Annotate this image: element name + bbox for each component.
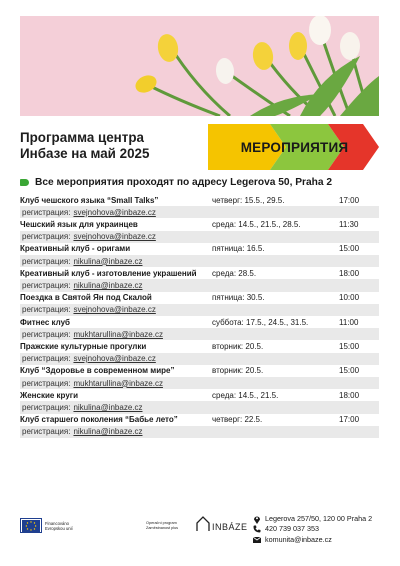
event-item (20, 316, 379, 340)
registration-email-link[interactable]: nikulina@inbaze.cz (73, 427, 143, 437)
event-name: Клуб “Здоровье в современном мире” (20, 366, 175, 376)
event-info-row (20, 218, 379, 230)
eu-funding-logo (20, 518, 83, 533)
registration-email-link[interactable]: nikulina@inbaze.cz (73, 402, 143, 412)
event-info-row (20, 316, 379, 328)
event-time: 15:00 (339, 366, 360, 376)
registration-label: регистрация: (22, 232, 71, 242)
event-registration-row (20, 426, 379, 438)
hero-tulips-image (20, 16, 379, 116)
registration-email-link[interactable]: svejnohova@inbaze.cz (73, 354, 156, 364)
event-name: Фитнес клуб (20, 317, 70, 327)
event-registration-row (20, 206, 379, 218)
event-time: 17:00 (339, 415, 360, 425)
event-date: среда: 28.5. (212, 268, 257, 278)
event-date: пятница: 30.5. (212, 293, 265, 303)
event-name: Пражские культурные прогулки (20, 341, 147, 351)
inbaze-logo (196, 516, 248, 532)
contact-email[interactable] (252, 535, 372, 545)
event-name: Чешский язык для украинцев (20, 219, 138, 229)
registration-email-link[interactable]: mukhtarullina@inbaze.cz (73, 378, 163, 388)
page-title (20, 130, 205, 162)
event-info-row (20, 292, 379, 304)
event-time: 15:00 (339, 341, 360, 351)
title-line-1: Программа центра (20, 130, 144, 145)
event-date: вторник: 20.5. (212, 366, 264, 376)
event-item (20, 414, 379, 438)
event-name: Креативный клуб - оригами (20, 244, 131, 254)
event-info-row (20, 389, 379, 401)
title-line-2: Инбазе на май 2025 (20, 146, 150, 161)
event-item (20, 243, 379, 267)
registration-label: регистрация: (22, 427, 71, 437)
registration-email-link[interactable]: mukhtarullina@inbaze.cz (73, 329, 163, 339)
envelope-icon (252, 535, 261, 544)
event-item (20, 292, 379, 316)
banner-label: МЕРОПРИЯТИЯ (240, 139, 349, 155)
eu-line-1: Financováno (45, 520, 69, 526)
registration-label: регистрация: (22, 378, 71, 388)
eu-funding-text (45, 521, 83, 531)
event-time: 18:00 (339, 390, 360, 400)
event-item (20, 365, 379, 389)
registration-label: регистрация: (22, 402, 71, 412)
registration-email-link[interactable]: svejnohova@inbaze.cz (73, 232, 156, 242)
event-time: 11:00 (339, 317, 359, 327)
event-registration-row (20, 328, 379, 340)
registration-label: регистрация: (22, 329, 71, 339)
event-time: 15:00 (339, 244, 360, 254)
events-banner (208, 124, 379, 170)
house-logo-icon (196, 516, 210, 532)
registration-label: регистрация: (22, 354, 71, 364)
contact-phone-text: 420 739 037 353 (265, 524, 319, 534)
location-pin-icon (252, 515, 261, 524)
event-date: среда: 14.5., 21.5., 28.5. (212, 219, 301, 229)
eu-line-2: Evropskou unií (45, 525, 73, 531)
events-table (20, 194, 379, 438)
op-line-1: Operační program (146, 521, 177, 525)
contact-email-text[interactable]: komunita@inbaze.cz (265, 534, 332, 544)
op-line-2: Zaměstnanost plus (146, 525, 179, 530)
event-info-row (20, 414, 379, 426)
contact-info (252, 514, 372, 545)
phone-icon (252, 525, 261, 534)
event-info-row (20, 267, 379, 279)
event-registration-row (20, 231, 379, 243)
event-item (20, 267, 379, 291)
event-date: вторник: 20.5. (212, 341, 264, 351)
operational-program-text (146, 521, 186, 530)
event-registration-row (20, 255, 379, 267)
event-info-row (20, 365, 379, 377)
event-time: 18:00 (339, 268, 360, 278)
registration-label: регистрация: (22, 256, 71, 266)
event-registration-row (20, 279, 379, 291)
event-date: суббота: 17.5., 24.5., 31.5. (212, 317, 309, 327)
logo-text: INBÁZE (212, 522, 248, 532)
registration-label: регистрация: (22, 280, 71, 290)
contact-address (252, 514, 372, 524)
green-marker-icon (20, 179, 29, 186)
address-note (20, 177, 332, 188)
registration-email-link[interactable]: nikulina@inbaze.cz (73, 256, 143, 266)
event-name: Поездка в Святой Ян под Скалой (20, 293, 152, 303)
registration-email-link[interactable]: nikulina@inbaze.cz (73, 280, 143, 290)
footer (20, 512, 379, 552)
event-info-row (20, 194, 379, 206)
contact-phone (252, 524, 372, 534)
registration-email-link[interactable]: svejnohova@inbaze.cz (73, 305, 156, 315)
event-item (20, 340, 379, 364)
event-registration-row (20, 304, 379, 316)
event-time: 11:30 (339, 219, 359, 229)
event-item (20, 194, 379, 218)
event-name: Женские круги (20, 390, 79, 400)
event-registration-row (20, 377, 379, 389)
tulips-illustration (20, 16, 379, 116)
event-time: 10:00 (339, 293, 360, 303)
event-item (20, 389, 379, 413)
event-date: пятница: 16.5. (212, 244, 265, 254)
event-date: среда: 14.5., 21.5. (212, 390, 279, 400)
event-registration-row (20, 353, 379, 365)
event-name: Клуб старшего поколения “Бабье лето” (20, 415, 178, 425)
address-text: Все мероприятия проходят по адресу Legerova 50, Praha 2 (35, 177, 333, 188)
event-date: четверг: 22.5. (212, 415, 263, 425)
registration-label: регистрация: (22, 305, 71, 315)
event-time: 17:00 (339, 195, 360, 205)
event-registration-row (20, 401, 379, 413)
event-info-row (20, 340, 379, 352)
registration-email-link[interactable]: svejnohova@inbaze.cz (73, 207, 156, 217)
eu-flag-icon (20, 518, 42, 533)
event-item (20, 218, 379, 242)
event-info-row (20, 243, 379, 255)
registration-label: регистрация: (22, 207, 71, 217)
event-name: Креативный клуб - изготовление украшений (20, 268, 197, 278)
event-name: Клуб чешского языка “Small Talks” (20, 195, 159, 205)
event-date: четверг: 15.5., 29.5. (212, 195, 285, 205)
contact-address-text: Legerova 257/50, 120 00 Praha 2 (265, 514, 373, 523)
